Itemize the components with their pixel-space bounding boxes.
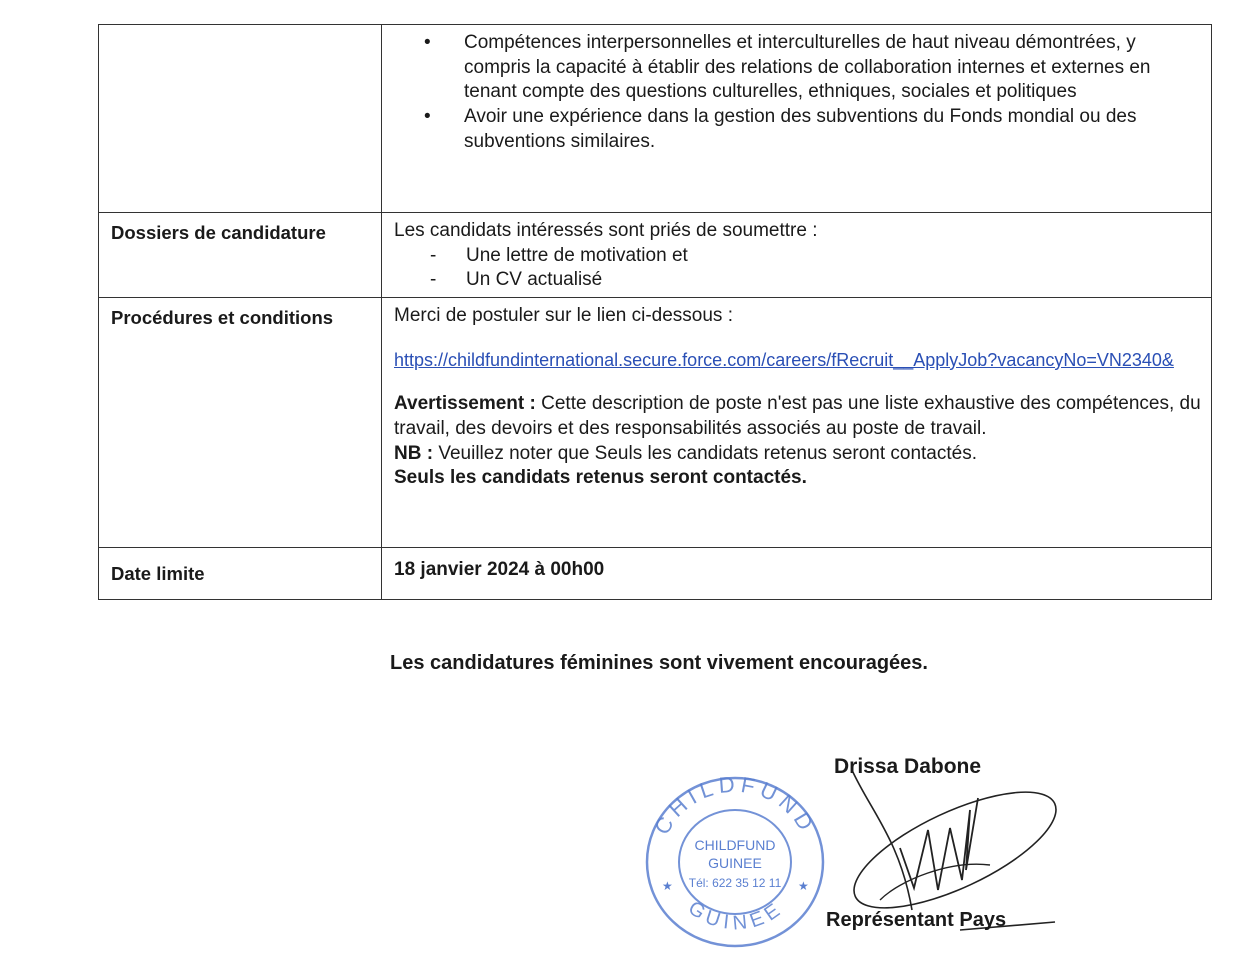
- warning-text: Cette description de poste n'est pas une liste exhaustive des compétences, du travail, des devoirs et des responsabilités associés au poste de travail.: [394, 393, 1201, 439]
- organization-stamp: [640, 770, 830, 950]
- dossiers-intro: Les candidats intéressés sont priés de soumettre :: [394, 220, 818, 241]
- svg-text:GUINEE: [684, 897, 788, 935]
- procedures-intro: Merci de postuler sur le lien ci-dessous :: [394, 305, 733, 327]
- apply-link[interactable]: https://childfundinternational.secure.force.com/careers/fRecruit__ApplyJob?vacancyNo=VN2340&: [394, 349, 1174, 370]
- warning-paragraph: [394, 392, 1201, 441]
- dossiers-list: [394, 244, 1201, 293]
- deadline-content-cell: [382, 548, 1212, 600]
- encouragement-note: Les candidatures féminines sont vivement encouragées.: [390, 652, 928, 674]
- svg-text:CHILDFUND: [649, 772, 821, 839]
- skills-content-cell: [382, 25, 1212, 213]
- deadline-label: Date limite: [99, 548, 382, 600]
- stamp-inner-line1: CHILDFUND: [694, 837, 776, 853]
- signer-title: Représentant Pays: [826, 909, 1007, 931]
- procedures-label: Procédures et conditions: [99, 298, 382, 548]
- deadline-value: 18 janvier 2024 à 00h00: [394, 559, 605, 581]
- skills-label-cell: [99, 25, 382, 213]
- dossiers-content-cell: [382, 213, 1212, 298]
- stamp-inner-line3: Tél: 622 35 12 11: [688, 876, 782, 890]
- bold-note: Seuls les candidats retenus seront contactés.: [394, 467, 807, 489]
- list-item: • Compétences interpersonnelles et interculturelles de haut niveau démontrées, y compris la capacité à établir des relations de collaboration internes et externes en tenant compte des questions culturelles, ethniques, sociales et politiques: [394, 31, 1201, 105]
- stamp-inner-line2: GUINEE: [708, 855, 762, 871]
- list-item: • Avoir une expérience dans la gestion des subventions du Fonds mondial ou des subventions similaires.: [394, 105, 1201, 154]
- star-icon: ★: [662, 879, 673, 893]
- stamp-outer-top: CHILDFUND: [649, 771, 821, 839]
- skills-list: [394, 31, 1201, 154]
- list-item: - Un CV actualisé: [394, 268, 1201, 293]
- dossiers-row: [99, 213, 1212, 298]
- procedures-content-cell: [382, 298, 1212, 548]
- star-icon: ★: [798, 879, 809, 893]
- skills-row: [99, 25, 1212, 213]
- job-details-table: [98, 24, 1212, 600]
- warning-label: Avertissement :: [394, 393, 536, 415]
- nb-text: Veuillez noter que Seuls les candidats retenus seront contactés.: [433, 442, 978, 464]
- deadline-row: [99, 548, 1212, 600]
- nb-paragraph: [394, 442, 1201, 467]
- nb-label: NB :: [394, 442, 434, 464]
- procedures-row: [99, 298, 1212, 548]
- stamp-outer-bottom: GUINEE: [684, 896, 788, 935]
- signer-name: Drissa Dabone: [834, 755, 982, 778]
- dossiers-label: Dossiers de candidature: [99, 213, 382, 298]
- list-item: - Une lettre de motivation et: [394, 244, 1201, 269]
